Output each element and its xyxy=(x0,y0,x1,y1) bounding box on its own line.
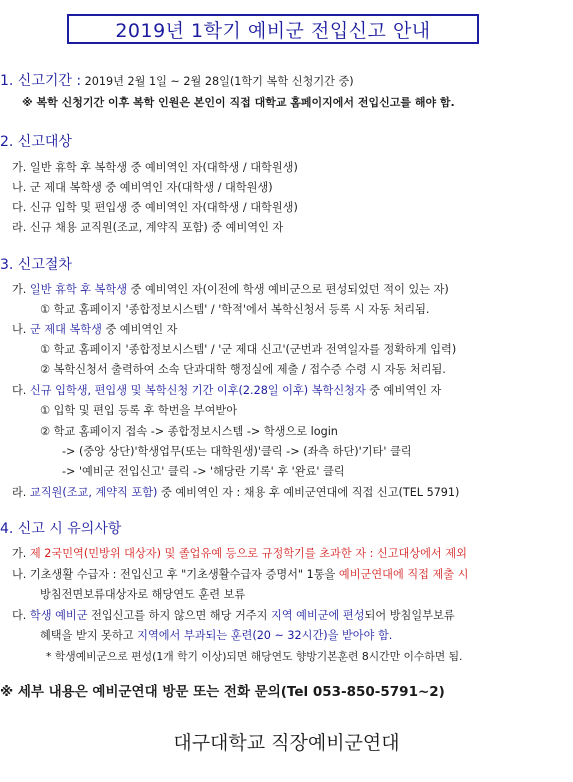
section-3-step: -> (중앙 상단)'학생업무(또는 대학원생)'클릭 -> (좌측 하단)'기타' 클릭 xyxy=(62,445,412,458)
section-2-item: 가. 일반 휴학 후 복학생 중 예비역인 자(대학생 / 대학원생) xyxy=(12,161,298,174)
section-1-note: ※ 복학 신청기간 이후 복학 인원은 본인이 직접 대학교 홈페이지에서 전입신고를 해야 함. xyxy=(22,96,455,109)
highlight-text: 교직원(조교, 계약직 포함) xyxy=(29,486,158,499)
section-4-heading: 4. 신고 시 유의사항 xyxy=(0,521,122,537)
section-1 xyxy=(0,74,354,89)
section-3-step: ① 학교 홈페이지 '종합정보시스템' / '학적'에서 복학신청서 등록 시 자동 처리됨. xyxy=(40,303,430,316)
item-prefix: 가. xyxy=(12,547,30,560)
section-4-text xyxy=(40,629,392,643)
section-4-item-da xyxy=(12,609,455,623)
item-prefix: 다. xyxy=(12,609,30,622)
highlight-text: 신규 입학생, 편입생 및 복학신청 기간 이후(2.28일 이후) 복학신청자 xyxy=(29,384,366,397)
section-3-item-ra xyxy=(12,486,459,500)
item-text: 중 예비역인 자 xyxy=(101,323,178,336)
highlight-text: 지역에서 부과되는 훈련(20 ~ 32시간)을 받아야 함. xyxy=(137,629,393,642)
item-text: 나. 기초생활 수급자 : 전입신고 후 "기초생활수급자 증명서" 1통을 xyxy=(12,568,339,581)
item-text: 전입신고를 하지 않으면 해당 거주지 xyxy=(87,609,271,622)
section-2-item: 라. 신규 채용 교직원(조교, 계약직 포함) 중 예비역인 자 xyxy=(12,221,284,234)
section-3-step: -> '예비군 전입신고' 클릭 -> '해당란 기록' 후 '완료' 클릭 xyxy=(62,465,345,478)
item-text: 중 예비역인 자 : 채용 후 예비군연대에 직접 신고(TEL 5791) xyxy=(157,486,460,499)
section-2-item: 다. 신규 입학 및 편입생 중 예비역인 자(대학생 / 대학원생) xyxy=(12,201,298,214)
section-3-step: ① 학교 홈페이지 '종합정보시스템' / '군 제대 신고'(군번과 전역일자를 정확하게 입력) xyxy=(40,343,457,356)
highlight-text: 학생 예비군 xyxy=(29,609,88,622)
section-1-heading: 1. 신고기간 : xyxy=(0,73,82,89)
item-prefix: 다. xyxy=(12,384,30,397)
section-3-step: ② 복학신청서 출력하여 소속 단과대학 행정실에 제출 / 접수증 수령 시 자동 처리됨. xyxy=(40,363,446,376)
item-prefix: 가. xyxy=(12,283,30,296)
highlight-text: 일반 휴학 후 복학생 xyxy=(29,283,128,296)
item-prefix: 나. xyxy=(12,323,30,336)
section-4-text: 방침전면보류대상자로 해당연도 훈련 보류 xyxy=(40,588,246,601)
highlight-text: 군 제대 복학생 xyxy=(29,323,102,336)
section-3-step: ① 입학 및 편입 등록 후 학번을 부여받아 xyxy=(40,404,238,417)
section-3-item-da xyxy=(12,384,441,398)
section-3-item-ga xyxy=(12,283,449,297)
warning-text: 예비군연대에 직접 제출 시 xyxy=(338,568,469,581)
contact-info: ※ 세부 내용은 예비군연대 방문 또는 전화 문의(Tel 053-850-5791~2) xyxy=(0,684,445,700)
item-text: 되어 방침일부보류 xyxy=(364,609,455,622)
section-4-item-na xyxy=(12,568,468,582)
highlight-text: 지역 예비군에 편성 xyxy=(270,609,365,622)
section-4-footnote: * 학생예비군으로 편성(1개 학기 이상)되면 해당연도 향방기본훈련 8시간만 이수하면 됨. xyxy=(46,650,463,663)
item-prefix: 라. xyxy=(12,486,30,499)
section-2-heading: 2. 신고대상 xyxy=(0,134,72,150)
page-title: 2019년 1학기 예비군 전입신고 안내 xyxy=(67,14,479,44)
section-3-item-na xyxy=(12,323,177,337)
section-1-period: 2019년 2월 1일 ~ 2월 28일(1학기 복학 신청기간 중) xyxy=(81,75,354,88)
section-3-heading: 3. 신고절차 xyxy=(0,257,72,273)
warning-text: 제 2국민역(민방위 대상자) 및 졸업유예 등으로 규정학기를 초과한 자 : 신고대상에서 제외 xyxy=(29,547,467,560)
item-text: 중 예비역인 자 xyxy=(365,384,442,397)
organization-name: 대구대학교 직장예비군연대 xyxy=(173,732,400,754)
item-text: 혜택을 받지 못하고 xyxy=(40,629,138,642)
section-4-item-ga xyxy=(12,547,467,561)
section-3-step: ② 학교 홈페이지 접속 -> 종합정보시스템 -> 학생으로 login xyxy=(40,425,338,438)
section-2-item: 나. 군 제대 복학생 중 예비역인 자(대학생 / 대학원생) xyxy=(12,181,273,194)
item-text: 중 예비역인 자(이전에 학생 예비군으로 편성되었던 적이 있는 자) xyxy=(127,283,449,296)
